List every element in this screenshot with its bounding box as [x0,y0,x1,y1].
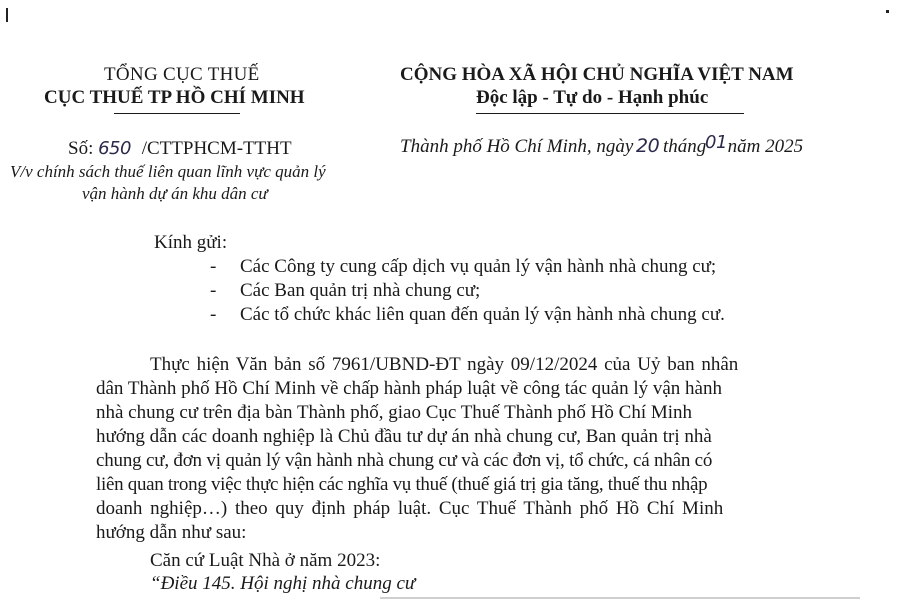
bullet-dash: - [210,256,217,277]
paragraph-line: nhà chung cư trên địa bàn Thành phố, giao Cục Thuế Thành phố Hồ Chí Minh [96,402,693,423]
paragraph-line: dân Thành phố Hồ Chí Minh về chấp hành pháp luật về công tác quản lý vận hành [96,378,722,399]
paragraph-line: hướng dẫn các doanh nghiệp là Chủ đầu tư dự án nhà chung cư, Ban quản trị nhà [96,426,712,447]
nation-title: CỘNG HÒA XÃ HỘI CHỦ NGHĨA VIỆT NAM [400,64,794,85]
paragraph-line: chung cư, đơn vị quản lý vận hành nhà chung cư và các đơn vị, tổ chức, cá nhân có [96,450,713,471]
paragraph-line: hướng dẫn như sau: [96,522,247,543]
scan-mark-top-left [6,8,8,22]
legal-basis: Căn cứ Luật Nhà ở năm 2023: [150,550,381,571]
subject-line-2: vận hành dự án khu dân cư [82,184,268,203]
date-prefix: Thành phố Hồ Chí Minh, ngày [400,136,634,157]
scan-mark-top-right [886,10,889,13]
subject-line-1: V/v chính sách thuế liên quan lĩnh vực quản lý [10,162,326,181]
date-month-handwritten: 01 [705,132,727,153]
paragraph-line: liên quan trong việc thực hiện các nghĩa vụ thuế (thuế giá trị gia tăng, thuế thu nhập [96,474,708,495]
recipient-text: Các Công ty cung cấp dịch vụ quản lý vận hành nhà chung cư; [240,256,717,277]
date-month-label: tháng [662,136,707,157]
article-heading: “Điều 145. Hội nghị nhà chung cư [150,573,416,594]
doc-number-prefix: Số: [68,138,94,159]
motto-underline [476,113,744,114]
date-year: năm 2025 [727,136,804,157]
bullet-dash: - [210,304,217,325]
recipient-text: Các tổ chức khác liên quan đến quản lý vận hành nhà chung cư. [240,304,725,325]
cutoff-text-hint [380,597,860,599]
date-day-handwritten: 20 [636,135,660,157]
recipient-text: Các Ban quản trị nhà chung cư; [240,280,481,301]
doc-number-suffix: /CTTPHCM-TTHT [141,138,292,159]
agency-parent: TỔNG CỤC THUẾ [104,64,260,85]
doc-number [68,138,292,160]
bullet-dash: - [210,280,217,301]
issue-date [400,132,804,158]
agency-name: CỤC THUẾ TP HỒ CHÍ MINH [44,87,305,108]
greeting: Kính gửi: [154,232,228,253]
paragraph-line: doanh nghiệp…) theo quy định pháp luật. Cục Thuế Thành phố Hồ Chí Minh [96,498,724,519]
doc-number-handwritten: 650 [98,138,131,159]
paragraph-line: Thực hiện Văn bản số 7961/UBND-ĐT ngày 09/12/2024 của Uỷ ban nhân [150,354,739,375]
agency-underline [114,113,240,114]
motto: Độc lập - Tự do - Hạnh phúc [476,87,709,108]
